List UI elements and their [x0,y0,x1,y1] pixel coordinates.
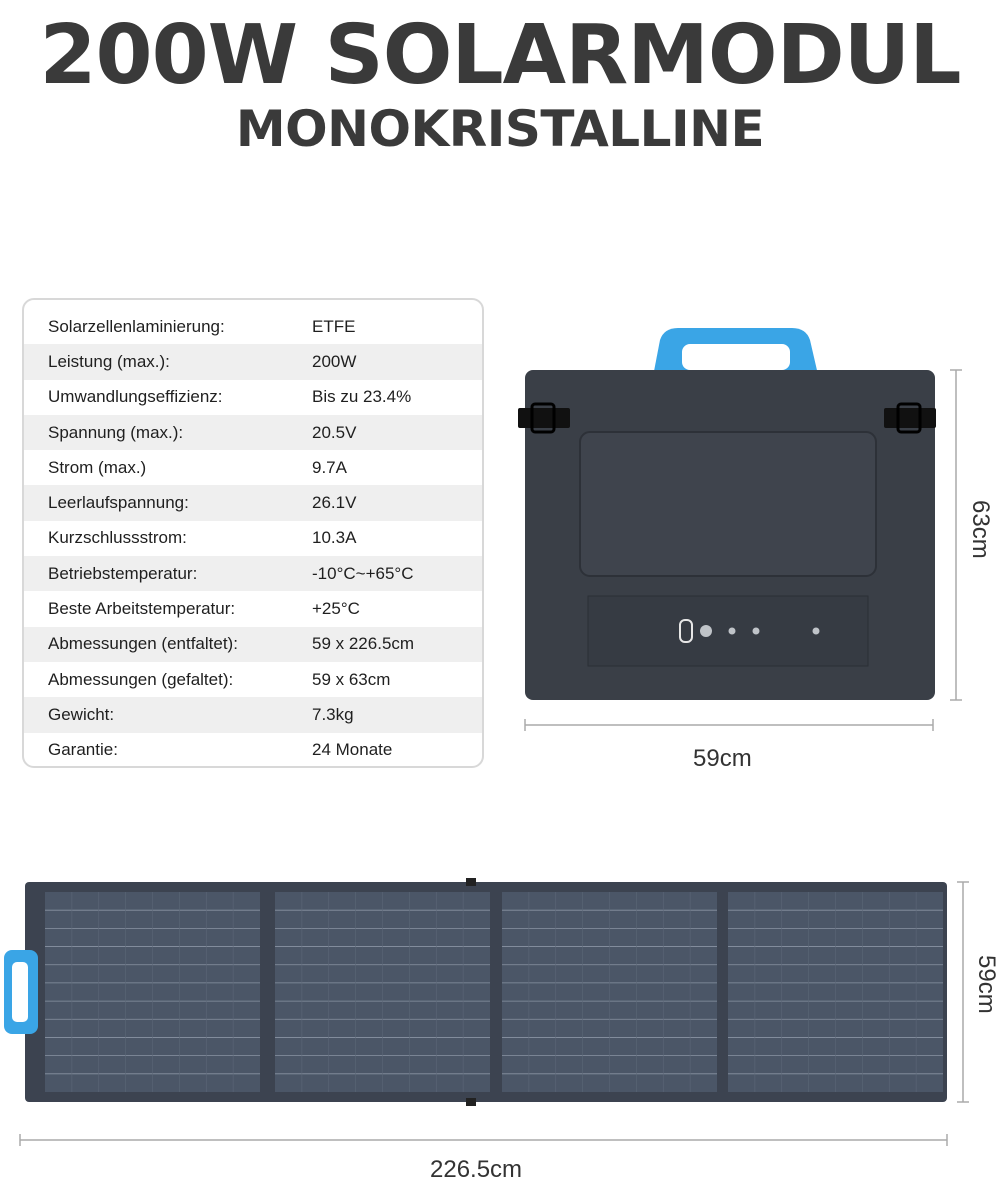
spec-label: Garantie: [48,740,118,760]
spec-value: 59 x 226.5cm [312,634,415,654]
spec-row [24,344,482,379]
spec-value: 20.5V [312,422,357,442]
page-subtitle: MONOKRISTALLINE [235,100,765,158]
spec-row [24,450,482,485]
spec-row [24,556,482,591]
spec-value: -10°C~+65°C [312,563,414,583]
spec-value: Bis zu 23.4% [312,387,412,407]
unfolded-panel-image [0,876,960,1111]
spec-row [24,733,482,768]
spec-value: 10.3A [312,528,357,548]
page-title: 200W SOLARMODUL [39,8,961,103]
unfolded-width-label: 226.5cm [430,1156,523,1183]
spec-label: Strom (max.) [48,457,147,477]
spec-label: Leistung (max.): [48,351,170,371]
spec-value: 9.7A [312,457,347,477]
spec-label: Spannung (max.): [48,422,184,442]
folded-width-line [520,715,940,735]
port [753,628,760,635]
spec-row [24,662,482,697]
spec-value: 26.1V [312,493,357,513]
folded-height-line [946,368,966,704]
spec-label: Abmessungen (entfaltet): [48,634,238,654]
port-panel [588,596,868,666]
spec-row [24,485,482,520]
spec-value: 24 Monate [312,740,393,760]
spec-label: Kurzschlussstrom: [48,528,187,548]
port [813,628,820,635]
spec-label: Leerlaufspannung: [48,493,189,513]
port [700,625,712,637]
strap-right [884,408,936,428]
unfolded-height-line [953,878,973,1106]
folded-panel-image [510,320,980,730]
spec-label: Umwandlungseffizienz: [48,387,223,407]
spec-row [24,521,482,556]
spec-table [22,298,484,768]
spec-value: +25°C [312,599,360,619]
strap-left [518,408,570,428]
unfolded-height-label: 59cm [973,955,1000,1014]
folded-width-label: 59cm [693,745,752,772]
spec-label: Betriebstemperatur: [48,563,198,583]
spec-row [24,380,482,415]
spec-value: 59 x 63cm [312,669,391,689]
spec-label: Solarzellenlaminierung: [48,316,225,336]
port [729,628,736,635]
spec-value: 7.3kg [312,704,354,724]
spec-label: Gewicht: [48,704,115,724]
spec-row [24,591,482,626]
spec-row [24,627,482,662]
spec-row [24,697,482,732]
spec-row [24,415,482,450]
storage-pocket [580,432,876,576]
spec-value: 200W [312,351,357,371]
unfolded-width-line [15,1130,955,1150]
spec-value: ETFE [312,316,356,336]
spec-label: Abmessungen (gefaltet): [48,669,234,689]
spec-label: Beste Arbeitstemperatur: [48,599,236,619]
folded-height-label: 63cm [967,500,994,559]
spec-row [24,309,482,344]
